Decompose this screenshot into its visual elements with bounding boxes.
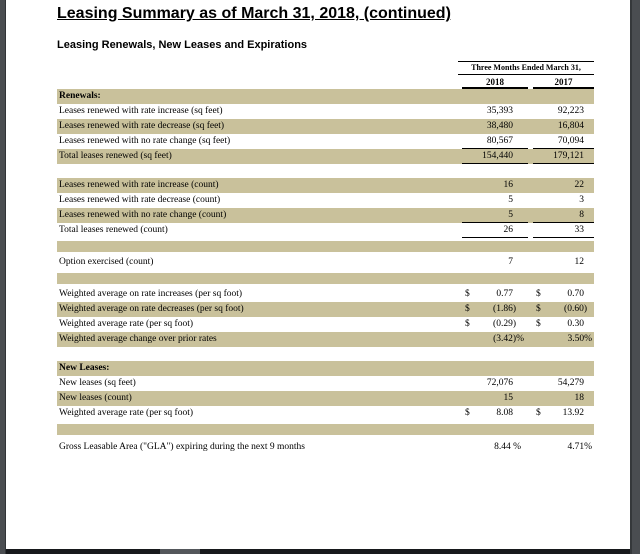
row-label: Option exercised (count): [59, 257, 154, 267]
value-2018: 80,567: [462, 134, 528, 149]
value-2018: 154,440: [462, 149, 528, 164]
table-row-gla: [57, 440, 594, 455]
table-row: [57, 376, 594, 391]
leasing-table: [57, 61, 594, 455]
table-row-total: [57, 223, 594, 238]
currency-symbol: $: [465, 319, 470, 329]
table-row: [57, 119, 594, 134]
table-header-years: [57, 76, 594, 89]
value-2017: 54,279: [557, 378, 584, 388]
value-2017: 8: [533, 208, 594, 223]
value-2017: 22: [574, 180, 584, 190]
currency-symbol: $: [465, 289, 470, 299]
table-row-section-renewals: [57, 89, 594, 104]
row-label: Weighted average change over prior rates: [59, 334, 217, 344]
value-2017: 33: [533, 223, 594, 238]
row-gap: [57, 164, 594, 178]
value-2017: 92,223: [557, 106, 584, 116]
value-2018: $ 8.08: [462, 406, 528, 421]
value-2018: $ 0.77: [462, 287, 528, 302]
window-bottom-bar-segment: [160, 549, 200, 554]
value-2017: 12: [574, 257, 584, 267]
value-2018: 5: [462, 208, 528, 223]
row-spacer: [57, 241, 594, 252]
row-spacer: [57, 424, 594, 435]
value-2018: 7: [508, 257, 513, 267]
column-header-2017: 2017: [533, 76, 594, 89]
row-label: Gross Leasable Area ("GLA") expiring during the next 9 months: [59, 442, 305, 452]
row-label: Weighted average rate (per sq foot): [59, 408, 194, 418]
table-row: [57, 193, 594, 208]
currency-symbol: $: [536, 304, 541, 314]
value-2017: 18: [574, 393, 584, 403]
value-2017: $ 13.92: [533, 406, 594, 421]
row-label: New leases (sq feet): [59, 378, 136, 388]
value-2018: 26: [462, 223, 528, 238]
value-2018: $ (0.29): [462, 317, 528, 332]
table-row: [57, 104, 594, 119]
value-2018: 15: [503, 393, 513, 403]
table-row: [57, 287, 594, 302]
row-label: Leases renewed with rate increase (count): [59, 180, 219, 190]
value-2017: 16,804: [557, 121, 584, 131]
table-row: [57, 255, 594, 270]
table-row: [57, 208, 594, 223]
table-row-section-new-leases: [57, 361, 594, 376]
table-row-total: [57, 149, 594, 164]
table-row: [57, 391, 594, 406]
value-2017: 179,121: [533, 149, 594, 164]
row-label: Weighted average on rate decreases (per sq foot): [59, 304, 244, 314]
window-right-edge: [630, 0, 640, 554]
row-label: Leases renewed with no rate change (count): [59, 210, 227, 220]
value-2018: 72,076: [486, 378, 513, 388]
row-label: Renewals:: [59, 91, 101, 101]
value-2017: $ (0.60): [533, 302, 594, 317]
window-left-edge: [0, 0, 6, 554]
value-2017: $ 0.70: [533, 287, 594, 302]
table-header-group: [57, 61, 594, 75]
page-title: Leasing Summary as of March 31, 2018, (continued): [57, 5, 451, 22]
currency-symbol: $: [465, 408, 470, 418]
row-label: New leases (count): [59, 393, 132, 403]
row-label: Weighted average on rate increases (per sq foot): [59, 289, 243, 299]
value-2018: $ (1.86): [462, 302, 528, 317]
row-label: Total leases renewed (count): [59, 225, 168, 235]
currency-symbol: $: [465, 304, 470, 314]
table-row: [57, 302, 594, 317]
value-2018: 38,480: [486, 121, 513, 131]
row-label: Leases renewed with no rate change (sq feet): [59, 136, 231, 146]
table-row: [57, 134, 594, 149]
row-gap: [57, 347, 594, 361]
currency-symbol: $: [536, 289, 541, 299]
column-header-2018: 2018: [462, 76, 528, 89]
row-label: Leases renewed with rate decrease (sq feet): [59, 121, 225, 131]
row-spacer: [57, 273, 594, 284]
value-2017: 3.50%: [567, 334, 592, 344]
table-row: [57, 332, 594, 347]
currency-symbol: $: [536, 319, 541, 329]
value-2018: 8.44 %: [494, 442, 521, 452]
value-2017: 3: [579, 195, 584, 205]
row-label: Total leases renewed (sq feet): [59, 151, 172, 161]
currency-symbol: $: [536, 408, 541, 418]
value-2018: 35,393: [486, 106, 513, 116]
row-label: New Leases:: [59, 363, 110, 373]
value-2017: $ 0.30: [533, 317, 594, 332]
value-2018: 16: [503, 180, 513, 190]
window-bottom-bar: [0, 549, 640, 554]
value-2017: 70,094: [533, 134, 594, 149]
period-column-group-header: Three Months Ended March 31,: [458, 61, 594, 75]
row-label: Weighted average rate (per sq foot): [59, 319, 194, 329]
table-row: [57, 406, 594, 421]
value-2017: 4.71%: [567, 442, 592, 452]
value-2018: 5: [508, 195, 513, 205]
section-title: Leasing Renewals, New Leases and Expirations: [57, 39, 308, 51]
table-row: [57, 317, 594, 332]
row-label: Leases renewed with rate decrease (count): [59, 195, 221, 205]
row-label: Leases renewed with rate increase (sq feet): [59, 106, 223, 116]
value-2018: (3.42)%: [493, 334, 524, 344]
table-row: [57, 178, 594, 193]
